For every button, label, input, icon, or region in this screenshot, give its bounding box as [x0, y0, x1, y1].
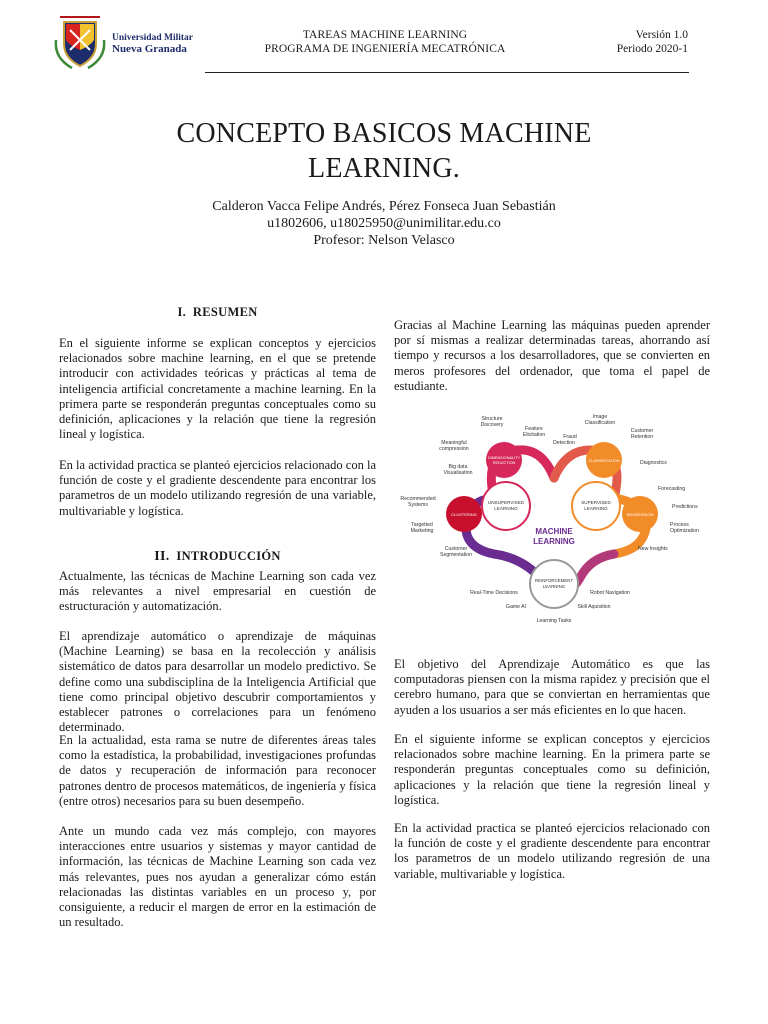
svg-text:Skill Aquisition: Skill Aquisition — [577, 604, 611, 610]
shield-emblem-icon — [56, 16, 104, 68]
svg-text:LEARNING: LEARNING — [494, 506, 518, 511]
svg-text:CLUSTERING: CLUSTERING — [451, 512, 477, 517]
intro-paragraph-1: Actualmente, las técnicas de Machine Learning son cada vez más relevantes a nivel empresarial en cuestión de estructuración y automatización. — [59, 569, 376, 614]
svg-text:Segmentation: Segmentation — [439, 552, 473, 558]
diagram-center-label-2: LEARNING — [533, 537, 575, 546]
svg-text:Diagnostics: Diagnostics — [640, 460, 667, 466]
header-period: Periodo 2020-1 — [616, 43, 688, 55]
diagram-center-label-1: MACHINE — [535, 527, 573, 536]
svg-text:Marketing: Marketing — [410, 528, 434, 534]
regression-node — [622, 496, 658, 532]
svg-text:Recommended: Recommended — [400, 496, 436, 502]
svg-text:CLASSIFICATION: CLASSIFICATION — [588, 459, 620, 463]
header-divider — [205, 72, 689, 73]
unsupervised-node — [482, 482, 530, 530]
header-center — [230, 28, 540, 56]
svg-text:Customer: Customer — [630, 428, 654, 434]
reinforcement-node — [530, 560, 578, 608]
svg-text:LEARNING: LEARNING — [584, 506, 608, 511]
svg-text:Game AI: Game AI — [505, 604, 527, 610]
svg-text:Discovery: Discovery — [480, 422, 504, 428]
svg-text:Big data: Big data — [448, 464, 468, 470]
dimensionality-node — [486, 442, 522, 478]
classification-node — [586, 442, 622, 478]
right-paragraph-4: En la actividad practica se planteó ejercicios relacionado con la función de coste y el gradiente descendente para encontrar los parametros de un modelo utilizando regresión de una variable, multivariable y logística. — [394, 821, 710, 881]
svg-text:Retention: Retention — [630, 434, 654, 440]
section-heading-resumen: I. RESUMEN — [177, 305, 258, 319]
header-right — [590, 28, 688, 56]
svg-text:Predictions: Predictions — [672, 504, 698, 510]
supervised-node — [572, 482, 620, 530]
svg-text:Forecasting: Forecasting — [658, 486, 686, 492]
svg-text:Robot Navigation: Robot Navigation — [590, 590, 630, 596]
svg-text:Systems: Systems — [408, 502, 428, 508]
header-version: Versión 1.0 — [635, 29, 688, 41]
machine-learning-diagram — [394, 408, 714, 630]
section-heading-introduccion: II. INTRODUCCIÓN — [154, 549, 281, 564]
intro-paragraph-2: El aprendizaje automático o aprendizaje de máquinas (Machine Learning) se basa en la recolección y análisis sistemático de datos para desarrollar un modelo predictivo. Se define como una subdisciplina de la Inteligencia Artificial que tiene como principal objetivo descubrir comportamientos y establecer patrones o correlaciones para un fenómeno determinado. — [59, 629, 376, 735]
clustering-node — [446, 496, 482, 532]
svg-text:Nueva Granada: Nueva Granada — [112, 43, 187, 55]
svg-text:SUPERVISED: SUPERVISED — [581, 500, 611, 505]
author-emails: u1802606, u18025950@unimilitar.edu.co — [267, 216, 501, 231]
svg-text:Learning Tasks: Learning Tasks — [536, 618, 572, 624]
svg-text:LEARNING: LEARNING — [542, 584, 566, 589]
svg-text:REGRESSION: REGRESSION — [626, 512, 654, 517]
paper-title: CONCEPTO BASICOS MACHINE LEARNING. — [176, 118, 592, 184]
svg-text:New Insights: New Insights — [638, 546, 668, 552]
svg-text:Customer: Customer — [444, 546, 468, 552]
svg-text:Meaningful: Meaningful — [441, 440, 467, 446]
svg-text:Classification: Classification — [584, 420, 616, 426]
svg-text:Feature: Feature — [525, 426, 543, 432]
author-block — [80, 198, 688, 249]
resumen-paragraph-2: En la actividad practica se planteó ejercicios relacionado con la función de coste y el gradiente descendente para encontrar los parametros de un modelo utilizando regresión de una variable, multivariable y logística. — [59, 458, 376, 518]
header-program: PROGRAMA DE INGENIERÍA MECATRÓNICA — [264, 43, 506, 55]
svg-text:Targetted: Targetted — [411, 522, 433, 528]
svg-text:REDUCTION: REDUCTION — [492, 461, 516, 465]
svg-text:Image: Image — [592, 414, 608, 420]
svg-text:compression: compression — [439, 446, 469, 452]
svg-text:REINFORCEMENT: REINFORCEMENT — [534, 578, 574, 583]
professor: Profesor: Nelson Velasco — [313, 233, 455, 248]
svg-text:Structure: Structure — [481, 416, 503, 422]
right-paragraph-1: Gracias al Machine Learning las máquinas pueden aprender por sí mismas a realizar determinadas tareas, ahorrando así tiempo y recursos a los desarrolladores, que se convierten en meros profesores del ordenador, que toma el papel de estudiante. — [394, 318, 710, 393]
svg-text:Process: Process — [670, 522, 689, 528]
svg-text:UNSUPERVISED: UNSUPERVISED — [487, 500, 525, 505]
intro-paragraph-4: Ante un mundo cada vez más complejo, con mayores interacciones entre usuarios y sistemas y mayor cantidad de información, las técnicas de Machine Learning son cada vez más relevantes, pues nos ayudan a generalizar cómo están relacionadas las distintas variables en un proceso y, por consiguiente, a reducir el margen de error en la estimación de un resultado. — [59, 824, 376, 930]
svg-text:Optimization: Optimization — [670, 528, 699, 534]
svg-text:Universidad Militar: Universidad Militar — [112, 33, 194, 43]
svg-text:Detection: Detection — [553, 440, 575, 446]
right-paragraph-2: El objetivo del Aprendizaje Automático es que las computadoras piensen con la misma rapidez y precisión que el cerebro humano, para que se conviertan en herramientas que ayuden a los usuarios a ser más eficientes en lo que hacen. — [394, 657, 710, 717]
svg-text:DIMENSIONALITY: DIMENSIONALITY — [487, 456, 521, 460]
header-course: TAREAS MACHINE LEARNING — [302, 29, 468, 41]
svg-text:Visualisation: Visualisation — [443, 470, 473, 476]
svg-text:Real-Time Decisions: Real-Time Decisions — [470, 590, 518, 596]
authors: Calderon Vacca Felipe Andrés, Pérez Fonseca Juan Sebastián — [212, 199, 556, 214]
resumen-paragraph-1: En el siguiente informe se explican conceptos y ejercicios relacionados sobre machine learning, en el que se pretende introducir con actividades teóricas y prácticas al tema de inteligencia artificial concretamente a machine learning. En la primera parte se responderán preguntas conceptuales como su definición, aplicaciones y la relación que tiene la regresión lineal y logística. — [59, 336, 376, 442]
right-paragraph-3: En el siguiente informe se explican conceptos y ejercicios relacionados sobre machine learning. En la primera parte se responderán preguntas conceptuales como su definición, aplicaciones y la relación que tiene la regresión lineal y logística. — [394, 732, 710, 807]
university-logo — [52, 10, 202, 72]
intro-paragraph-3: En la actualidad, esta rama se nutre de diferentes áreas tales como la estadística, la probabilidad, investigaciones profundas de datos y recuperación de información para reconocer patrones dentro de procesos matemáticos, de ingeniería y física (entre otros) necesarios para su buen desempeño. — [59, 733, 376, 808]
svg-text:Fraud: Fraud — [563, 434, 577, 440]
svg-text:Elicitation: Elicitation — [522, 432, 546, 438]
